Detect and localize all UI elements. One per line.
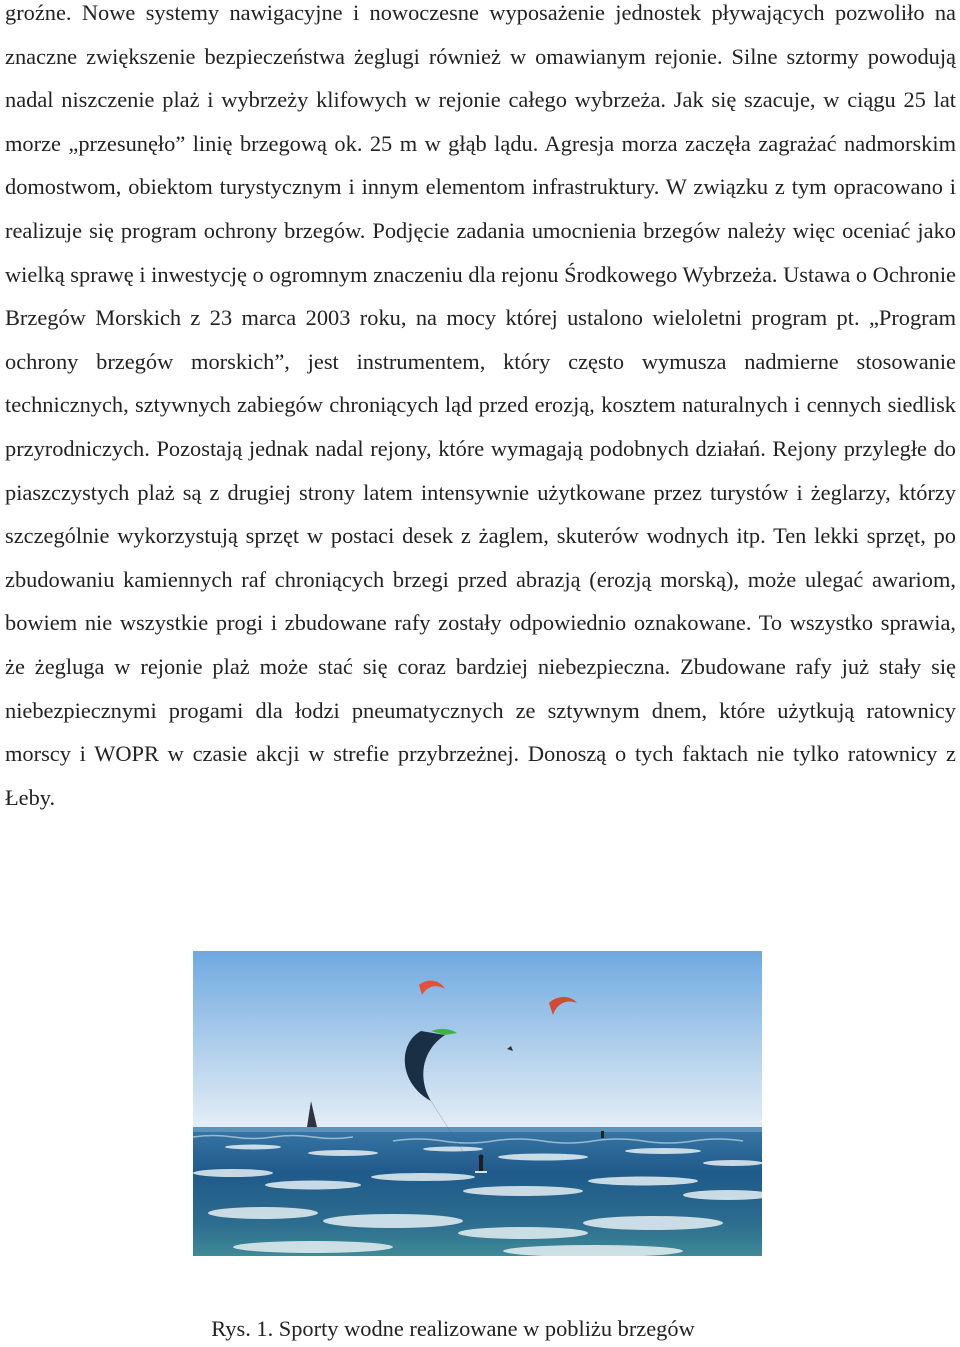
body-paragraph: groźne. Nowe systemy nawigacyjne i nowoczesne wyposażenie jednostek pływających pozwoliło na znaczne zwiększenie bezpieczeństwa żeglugi również w omawianym rejonie. Silne sztormy powodują nadal niszczenie plaż i wybrzeży klifowych w rejonie całego wybrzeża. Jak się szacuje, w ciągu 25 lat morze „przesunęło” linię brzegową ok. 25 m w głąb lądu. Agresja morza zaczęła zagrażać nadmorskim domostwom, obiektom turystycznym i innym elementom infrastruktury. W związku z tym opracowano i realizuje się program ochrony brzegów. Podjęcie zadania umocnienia brzegów należy więc oceniać jako wielką sprawę i inwestycję o ogromnym znaczeniu dla rejonu Środkowego Wybrzeża. Ustawa o Ochronie Brzegów Morskich z 23 marca 2003 roku, na mocy której ustalono wieloletni program pt. „Program ochrony brzegów morskich”, jest instrumentem, który często wymusza nadmierne stosowanie technicznych, sztywnych zabiegów chroniących ląd przed erozją, kosztem naturalnych i cennych siedlisk przyrodniczych. Pozostają jednak nadal rejony, które wymagają podobnych działań. Rejony przyległe do piaszczystych plaż są z drugiej strony latem intensywnie użytkowane przez turystów i żeglarzy, którzy szczególnie wykorzystują sprzęt w postaci desek z żaglem, skuterów wodnych itp. Ten lekki sprzęt, po zbudowaniu kamiennych raf chroniących brzegi przed abrazją (erozją morską), może ulegać awariom, bowiem nie wszystkie progi i zbudowane rafy zostały odpowiednio oznakowane. To wszystko sprawia, że żegluga w rejonie plaż może stać się coraz bardziej niebezpieczna. Zbudowane rafy już stały się niebezpiecznymi progami dla łodzi pneumatycznych ze sztywnym dnem, które użytkują ratownicy morscy i WOPR w czasie akcji w strefie przybrzeżnej. Donoszą o tych faktach nie tylko ratownicy z Łeby. <box>5 0 956 810</box>
kitesurfing-photo <box>193 951 762 1256</box>
figure-caption: Rys. 1. Sporty wodne realizowane w pobliżu brzegów <box>211 1316 695 1341</box>
kitesurfer-distant <box>601 1131 604 1138</box>
kitesurfing-photo-illustration <box>193 951 762 1256</box>
horizon-line <box>193 1127 762 1132</box>
sky <box>193 951 762 1131</box>
